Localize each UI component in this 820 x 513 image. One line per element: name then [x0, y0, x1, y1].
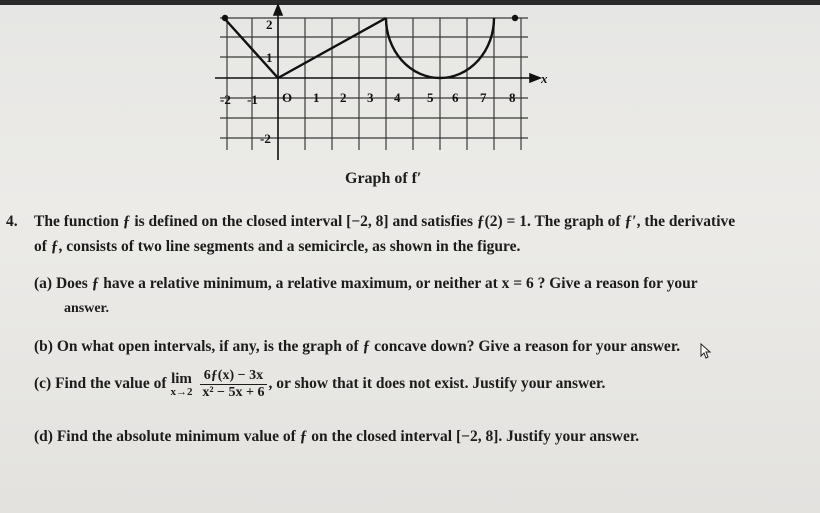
x-tick-label: 1	[313, 90, 320, 105]
limit-word: lim	[171, 370, 192, 387]
problem-number: 4.	[6, 213, 18, 230]
endpoint-dot-left	[222, 15, 228, 21]
problem-intro-line-2: of ƒ, consists of two line segments and a semicircle, as shown in the figure.	[34, 238, 521, 255]
part-c	[34, 368, 605, 401]
y-tick-label: 1	[266, 50, 273, 65]
graph-caption: Graph of f′	[345, 170, 422, 187]
part-c-prefix: (c) Find the value of	[34, 375, 167, 393]
x-tick-label: 2	[340, 90, 347, 105]
endpoint-dot-right	[512, 15, 518, 21]
part-a-line-2: answer.	[64, 301, 109, 316]
x-tick-label: 3	[367, 90, 374, 105]
x-tick-label: -1	[247, 92, 258, 107]
x-tick-label: 8	[509, 90, 516, 105]
part-b: (b) On what open intervals, if any, is the graph of ƒ concave down? Give a reason for your answer.	[34, 338, 681, 355]
limit-subscript: x→2	[170, 385, 193, 398]
part-c-suffix: , or show that it does not exist. Justify your answer.	[268, 375, 606, 393]
part-d: (d) Find the absolute minimum value of ƒ on the closed interval [−2, 8]. Justify your answer.	[34, 428, 640, 445]
x-axis-arrow	[530, 74, 540, 82]
limit-fraction	[200, 368, 266, 401]
derivative-graph	[0, 0, 820, 170]
limit-notation	[170, 372, 192, 398]
x-tick-label: 7	[480, 90, 487, 105]
x-axis-label: x	[541, 71, 548, 86]
x-tick-label: -2	[220, 92, 231, 107]
x-tick-label: O	[282, 90, 293, 105]
mouse-cursor-icon	[700, 343, 712, 359]
fraction-denominator: x² − 5x + 6	[202, 385, 265, 400]
fraction-numerator: 6ƒ(x) − 3x	[200, 368, 266, 385]
problem-intro-line-1: The function ƒ is defined on the closed interval [−2, 8] and satisfies ƒ(2) = 1. The graph of ƒ′, the derivative	[34, 213, 736, 230]
part-a-line-1: (a) Does ƒ have a relative minimum, a relative maximum, or neither at x = 6 ? Give a reason for your	[34, 275, 698, 292]
y-tick-label: -2	[260, 131, 271, 146]
x-tick-label: 5	[427, 90, 434, 105]
y-axis-arrow	[274, 5, 282, 15]
x-tick-label: 4	[394, 90, 401, 105]
y-tick-label: 2	[266, 17, 273, 32]
x-tick-label: 6	[452, 90, 459, 105]
